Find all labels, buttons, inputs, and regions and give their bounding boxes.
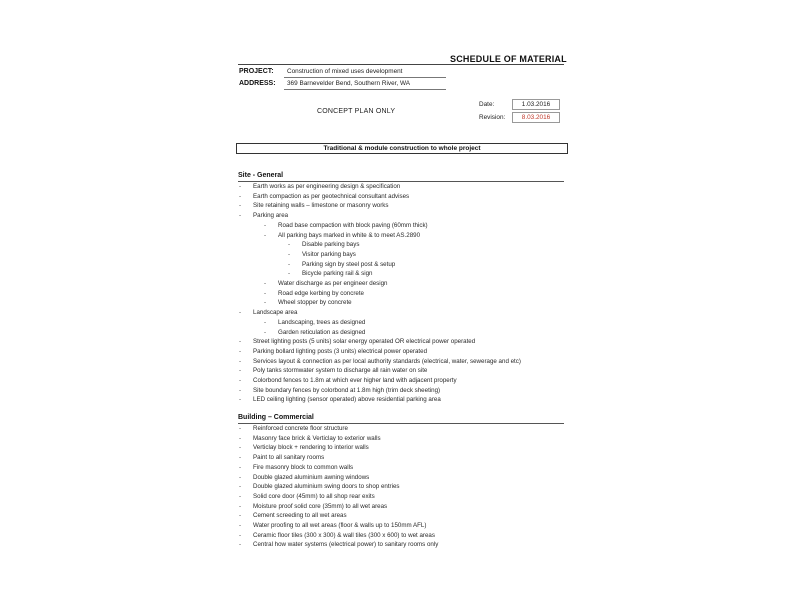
list-item: [239, 541, 439, 549]
bullet-dash-icon: -: [264, 328, 267, 336]
list-item-text: Road edge kerbing by concrete: [278, 289, 364, 297]
list-item-text: Moisture proof solid core (35mm) to all wet areas: [253, 502, 388, 510]
bullet-dash-icon: -: [239, 522, 242, 529]
list-item: [239, 502, 388, 511]
address-label: ADDRESS:: [239, 80, 276, 87]
list-item-text: Earth works as per engineering design & specification: [253, 183, 401, 190]
bullet-dash-icon: -: [239, 531, 242, 539]
date-label: Date:: [479, 101, 495, 108]
list-item-text: Poly tanks stormwater system to discharge all rain water on site: [253, 367, 428, 375]
list-item-text: Parking bollard lighting posts (3 units) electrical power operated: [253, 347, 428, 355]
list-item: [264, 231, 421, 240]
bullet-dash-icon: -: [239, 202, 242, 210]
list-item: [239, 454, 325, 462]
list-item: [239, 473, 370, 482]
bullet-dash-icon: -: [239, 454, 242, 462]
list-item: [239, 483, 400, 491]
list-item-text: Garden reticulation as designed: [278, 328, 366, 336]
list-item: [239, 434, 381, 443]
revision-value: 8.03.2016: [512, 112, 560, 123]
list-item: [239, 444, 369, 452]
list-item: [264, 289, 364, 298]
bullet-dash-icon: -: [239, 444, 242, 452]
date-value: 1.03.2016: [512, 99, 560, 110]
list-item: [264, 221, 428, 230]
building-commercial-underline: [238, 423, 564, 424]
bullet-dash-icon: -: [288, 260, 291, 268]
bullet-dash-icon: -: [239, 483, 242, 491]
list-item-text: Reinforced concrete floor structure: [253, 425, 348, 432]
bullet-dash-icon: -: [239, 377, 242, 384]
bullet-dash-icon: -: [288, 270, 291, 278]
bullet-dash-icon: -: [288, 250, 291, 258]
bullet-dash-icon: -: [239, 347, 242, 355]
list-item-text: Water proofing to all wet areas (floor & walls up to 150mm AFL): [253, 522, 427, 529]
list-item: [239, 202, 389, 210]
list-item: [239, 531, 435, 540]
list-item: [288, 250, 356, 259]
list-item-text: Visitor parking bays: [302, 250, 356, 258]
list-item: [288, 270, 373, 278]
bullet-dash-icon: -: [239, 309, 242, 317]
bullet-dash-icon: -: [264, 231, 267, 239]
list-item-text: Bicycle parking rail & sign: [302, 270, 373, 278]
list-item: [239, 357, 521, 366]
bullet-dash-icon: -: [239, 512, 242, 520]
list-item-text: Street lighting posts (5 units) solar energy operated OR electrical power operated: [253, 338, 476, 346]
list-item: [239, 309, 298, 317]
bullet-dash-icon: -: [239, 541, 242, 549]
project-value: Construction of mixed uses development: [287, 68, 403, 75]
list-item: [239, 512, 347, 520]
project-label: PROJECT:: [239, 68, 274, 75]
list-item: [239, 463, 354, 472]
list-item: [264, 280, 388, 288]
scope-box: Traditional & module construction to whole project: [236, 143, 568, 154]
concept-note: CONCEPT PLAN ONLY: [317, 108, 396, 115]
list-item-text: Services layout & connection as per local authority standards (electrical, water, sewerage and etc): [253, 357, 521, 365]
list-item: [239, 492, 375, 501]
list-item-text: All parking bays marked in white & to meet AS.2890: [278, 231, 421, 239]
list-item: [239, 425, 348, 433]
bullet-dash-icon: -: [264, 289, 267, 297]
list-item-text: Site retaining walls – limestone or masonry works: [253, 202, 389, 210]
bullet-dash-icon: -: [239, 502, 242, 510]
list-item-text: Fire masonry block to common walls: [253, 463, 354, 471]
bullet-dash-icon: -: [264, 280, 267, 287]
bullet-dash-icon: -: [239, 473, 242, 481]
site-general-heading: Site - General: [238, 172, 284, 179]
list-item: [239, 386, 441, 395]
list-item-text: Central how water systems (electrical power) to sanitary rooms only: [253, 541, 439, 549]
bullet-dash-icon: -: [239, 192, 242, 200]
list-item-text: Disable parking bays: [302, 241, 360, 249]
list-item-text: Cement screeding to all wet areas: [253, 512, 347, 520]
list-item-text: Landscaping, trees as designed: [278, 318, 366, 326]
address-value: 369 Barnevelder Bend, Southern River, WA: [287, 80, 411, 87]
address-value-line: [284, 89, 446, 90]
revision-label: Revision:: [479, 114, 506, 121]
bullet-dash-icon: -: [239, 434, 242, 442]
list-item-text: Wheel stopper by concrete: [278, 299, 352, 307]
list-item: [239, 377, 457, 385]
list-item-text: Water discharge as per engineer design: [278, 280, 388, 287]
title-rule: [238, 64, 564, 65]
list-item: [288, 260, 396, 269]
list-item-text: Parking sign by steel post & setup: [302, 260, 396, 268]
list-item-text: Paint to all sanitary rooms: [253, 454, 325, 462]
list-item-text: LED ceiling lighting (sensor operated) above residential parking area: [253, 396, 441, 404]
project-value-line: [284, 77, 446, 78]
bullet-dash-icon: -: [239, 357, 242, 365]
bullet-dash-icon: -: [288, 241, 291, 249]
bullet-dash-icon: -: [239, 425, 242, 432]
list-item-text: Road base compaction with block paving (60mm thick): [278, 221, 428, 229]
list-item: [239, 192, 410, 201]
list-item-text: Site boundary fences by colorbond at 1.8m high (trim deck sheeting): [253, 386, 441, 394]
list-item: [239, 367, 428, 375]
bullet-dash-icon: -: [264, 221, 267, 229]
list-item: [288, 241, 360, 249]
list-item-text: Masonry face brick & Verticlay to exterior walls: [253, 434, 381, 442]
list-item: [239, 183, 401, 191]
bullet-dash-icon: -: [239, 463, 242, 471]
bullet-dash-icon: -: [239, 386, 242, 394]
list-item: [239, 347, 428, 356]
bullet-dash-icon: -: [239, 212, 242, 220]
list-item-text: Double glazed aluminium swing doors to shop entries: [253, 483, 400, 491]
list-item-text: Landscape area: [253, 309, 298, 317]
bullet-dash-icon: -: [239, 492, 242, 500]
list-item-text: Solid core door (45mm) to all shop rear exits: [253, 492, 375, 500]
list-item: [239, 212, 289, 220]
document-title: SCHEDULE OF MATERIAL: [450, 54, 567, 64]
list-item-text: Colorbond fences to 1.8m at which ever higher land with adjacent property: [253, 377, 457, 384]
building-commercial-heading: Building – Commercial: [238, 414, 314, 421]
list-item: [239, 522, 427, 530]
list-item-text: Ceramic floor tiles (300 x 300) & wall tiles (300 x 600) to wet areas: [253, 531, 435, 539]
list-item-text: Earth compaction as per geotechnical consultant advises: [253, 192, 410, 200]
list-item: [264, 299, 352, 307]
bullet-dash-icon: -: [264, 318, 267, 326]
list-item-text: Double glazed aluminium awning windows: [253, 473, 370, 481]
bullet-dash-icon: -: [239, 183, 242, 190]
list-item-text: Verticlay block + rendering to interior walls: [253, 444, 369, 452]
list-item: [239, 396, 441, 404]
bullet-dash-icon: -: [239, 367, 242, 375]
list-item-text: Parking area: [253, 212, 289, 220]
site-general-underline: [238, 181, 564, 182]
bullet-dash-icon: -: [239, 338, 242, 346]
list-item: [264, 318, 366, 327]
list-item: [264, 328, 366, 337]
bullet-dash-icon: -: [239, 396, 242, 404]
list-item: [239, 338, 476, 346]
bullet-dash-icon: -: [264, 299, 267, 307]
